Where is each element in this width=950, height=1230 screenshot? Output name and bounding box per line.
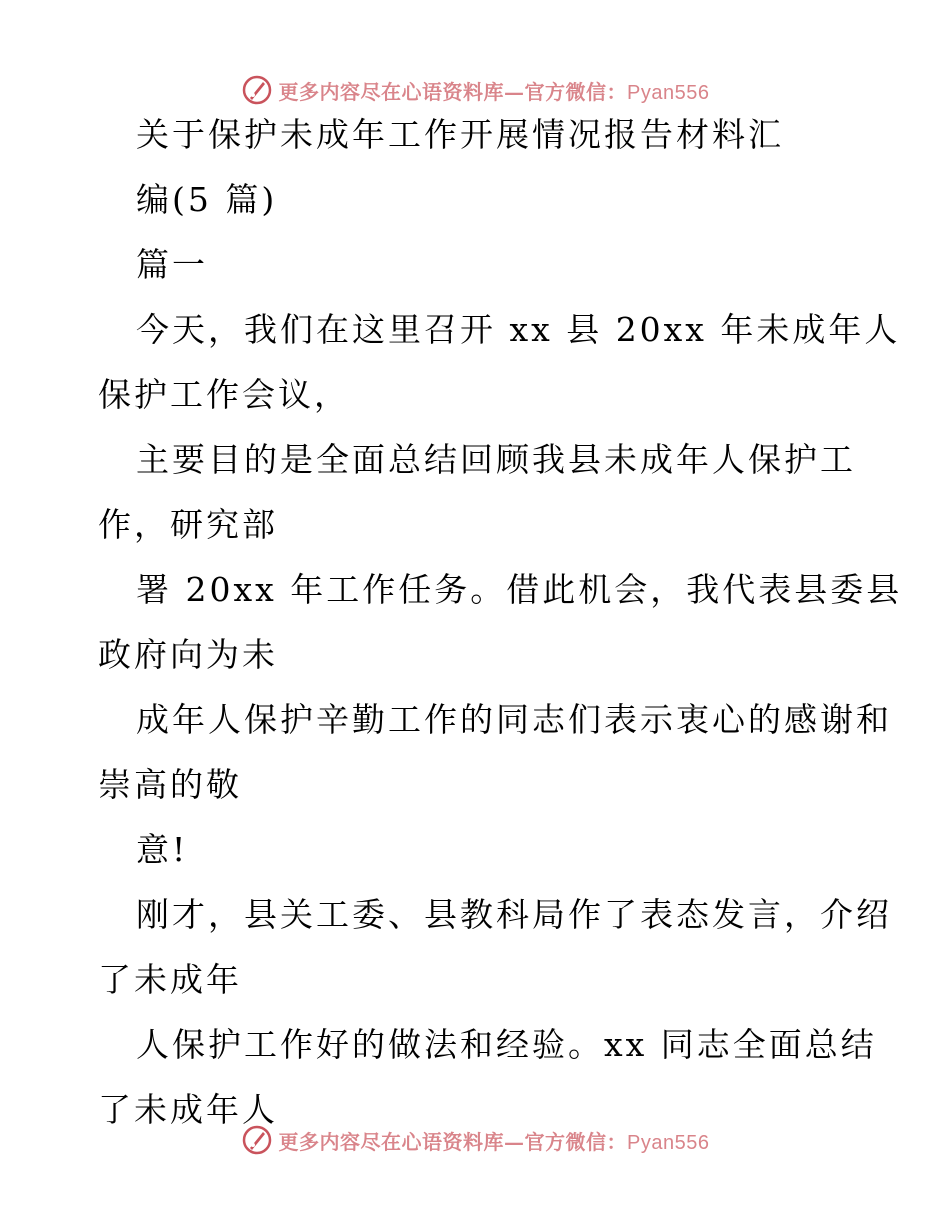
- paragraph-line: 成年人保护辛勤工作的同志们表示衷心的感谢和: [136, 700, 892, 739]
- document-title-line-1: 关于保护未成年工作开展情况报告材料汇: [136, 115, 784, 154]
- paragraph-line: 作，研究部: [98, 505, 278, 544]
- paragraph-line: 了未成年人: [98, 1090, 278, 1129]
- watermark-text: 更多内容尽在心语资料库—官方微信：Pyan556: [278, 79, 710, 104]
- watermark-text: 更多内容尽在心语资料库—官方微信：Pyan556: [278, 1129, 710, 1154]
- paragraph-line: 署 20xx 年工作任务。借此机会，我代表县委县: [136, 570, 903, 609]
- quill-logo-icon: [241, 1124, 273, 1156]
- wechat-id: Pyan556: [627, 1131, 710, 1154]
- document-title-line-2: 编(5 篇): [136, 180, 278, 219]
- paragraph-line: 保护工作会议，: [98, 375, 350, 414]
- paragraph-line: 今天，我们在这里召开 xx 县 20xx 年未成年人: [136, 310, 901, 349]
- document-body: [98, 115, 903, 1158]
- paragraph-line: 意!: [136, 830, 189, 869]
- watermark-footer: [0, 1120, 950, 1160]
- paragraph-line: 崇高的敬: [98, 765, 242, 804]
- paragraph-line: 主要目的是全面总结回顾我县未成年人保护工: [136, 440, 856, 479]
- wechat-id: Pyan556: [627, 81, 710, 104]
- quill-logo-icon: [241, 74, 273, 106]
- paragraph-line: 刚才，县关工委、县教科局作了表态发言，介绍: [136, 895, 892, 934]
- paragraph-line: 了未成年: [98, 960, 242, 999]
- paragraph-line: 政府向为未: [98, 635, 278, 674]
- paragraph-line: 人保护工作好的做法和经验。xx 同志全面总结: [136, 1025, 877, 1064]
- section-heading: 篇一: [136, 245, 208, 284]
- watermark-header: [0, 70, 950, 110]
